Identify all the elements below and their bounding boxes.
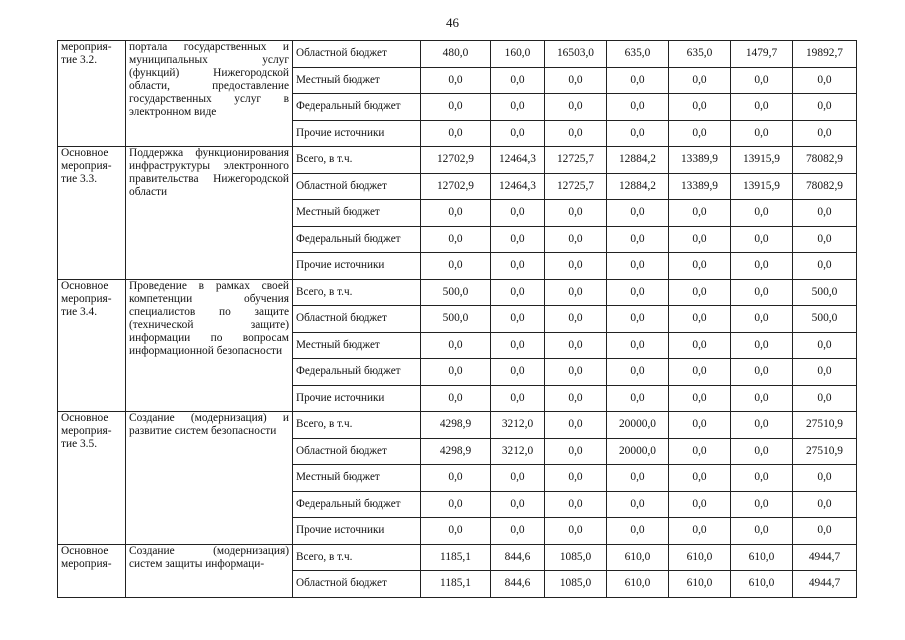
amount-cell: 844,6 — [491, 571, 545, 598]
amount-cell: 500,0 — [421, 279, 491, 306]
amount-cell: 0,0 — [491, 120, 545, 147]
amount-cell: 12884,2 — [607, 173, 669, 200]
table-row — [58, 412, 857, 439]
description-cell: Создание (модернизация) и развитие систем безопасности — [126, 412, 293, 545]
amount-cell: 13389,9 — [669, 173, 731, 200]
amount-cell: 0,0 — [793, 94, 857, 121]
amount-cell: 0,0 — [607, 491, 669, 518]
amount-cell: 0,0 — [607, 67, 669, 94]
amount-cell: 1185,1 — [421, 571, 491, 598]
event-cell: Основное мероприя-тие 3.5. — [58, 412, 126, 545]
funding-source-cell: Всего, в т.ч. — [293, 147, 421, 174]
funding-source-cell: Федеральный бюджет — [293, 491, 421, 518]
amount-cell: 13915,9 — [731, 173, 793, 200]
amount-cell: 0,0 — [545, 491, 607, 518]
event-cell: мероприя-тие 3.2. — [58, 41, 126, 147]
amount-cell: 0,0 — [731, 491, 793, 518]
table-row — [58, 41, 857, 68]
table-body — [58, 41, 857, 598]
amount-cell: 0,0 — [669, 359, 731, 386]
amount-cell: 160,0 — [491, 41, 545, 68]
amount-cell: 635,0 — [607, 41, 669, 68]
amount-cell: 4944,7 — [793, 571, 857, 598]
amount-cell: 0,0 — [731, 94, 793, 121]
amount-cell: 0,0 — [607, 120, 669, 147]
amount-cell: 4944,7 — [793, 544, 857, 571]
amount-cell: 0,0 — [421, 518, 491, 545]
amount-cell: 0,0 — [545, 226, 607, 253]
amount-cell: 0,0 — [793, 200, 857, 227]
amount-cell: 0,0 — [545, 306, 607, 333]
funding-source-cell: Федеральный бюджет — [293, 359, 421, 386]
amount-cell: 0,0 — [793, 359, 857, 386]
amount-cell: 0,0 — [731, 518, 793, 545]
amount-cell: 0,0 — [607, 465, 669, 492]
amount-cell: 0,0 — [731, 332, 793, 359]
funding-source-cell: Местный бюджет — [293, 200, 421, 227]
amount-cell: 0,0 — [793, 67, 857, 94]
amount-cell: 0,0 — [793, 465, 857, 492]
funding-source-cell: Прочие источники — [293, 120, 421, 147]
amount-cell: 0,0 — [731, 359, 793, 386]
funding-source-cell: Областной бюджет — [293, 438, 421, 465]
amount-cell: 0,0 — [793, 518, 857, 545]
amount-cell: 0,0 — [491, 465, 545, 492]
amount-cell: 0,0 — [545, 465, 607, 492]
amount-cell: 0,0 — [607, 253, 669, 280]
amount-cell: 0,0 — [607, 359, 669, 386]
table-row — [58, 544, 857, 571]
amount-cell: 12725,7 — [545, 173, 607, 200]
amount-cell: 0,0 — [793, 120, 857, 147]
amount-cell: 0,0 — [607, 226, 669, 253]
amount-cell: 0,0 — [669, 226, 731, 253]
event-cell: Основное мероприя-тие 3.4. — [58, 279, 126, 412]
amount-cell: 0,0 — [731, 200, 793, 227]
amount-cell: 0,0 — [731, 412, 793, 439]
amount-cell: 0,0 — [545, 518, 607, 545]
amount-cell: 0,0 — [491, 306, 545, 333]
amount-cell: 0,0 — [545, 67, 607, 94]
budget-table — [57, 40, 857, 598]
funding-source-cell: Прочие источники — [293, 253, 421, 280]
amount-cell: 0,0 — [607, 385, 669, 412]
amount-cell: 610,0 — [731, 571, 793, 598]
amount-cell: 12702,9 — [421, 147, 491, 174]
amount-cell: 0,0 — [491, 67, 545, 94]
amount-cell: 0,0 — [669, 253, 731, 280]
amount-cell: 0,0 — [669, 518, 731, 545]
amount-cell: 0,0 — [545, 120, 607, 147]
amount-cell: 1085,0 — [545, 571, 607, 598]
amount-cell: 13915,9 — [731, 147, 793, 174]
amount-cell: 3212,0 — [491, 412, 545, 439]
amount-cell: 0,0 — [491, 94, 545, 121]
page-number: 46 — [446, 15, 459, 30]
amount-cell: 0,0 — [545, 253, 607, 280]
amount-cell: 20000,0 — [607, 438, 669, 465]
amount-cell: 0,0 — [545, 412, 607, 439]
amount-cell: 13389,9 — [669, 147, 731, 174]
amount-cell: 0,0 — [491, 332, 545, 359]
amount-cell: 0,0 — [421, 200, 491, 227]
amount-cell: 0,0 — [491, 279, 545, 306]
amount-cell: 0,0 — [731, 306, 793, 333]
amount-cell: 0,0 — [669, 385, 731, 412]
funding-source-cell: Областной бюджет — [293, 173, 421, 200]
funding-source-cell: Областной бюджет — [293, 571, 421, 598]
amount-cell: 0,0 — [491, 226, 545, 253]
amount-cell: 0,0 — [731, 120, 793, 147]
amount-cell: 0,0 — [491, 253, 545, 280]
amount-cell: 0,0 — [421, 253, 491, 280]
funding-source-cell: Всего, в т.ч. — [293, 279, 421, 306]
amount-cell: 0,0 — [491, 359, 545, 386]
amount-cell: 78082,9 — [793, 147, 857, 174]
amount-cell: 0,0 — [669, 491, 731, 518]
amount-cell: 0,0 — [607, 279, 669, 306]
amount-cell: 0,0 — [607, 518, 669, 545]
amount-cell: 0,0 — [731, 279, 793, 306]
description-cell: портала государственных и муниципальных услуг (функций) Нижегородской области, предоставление государственных услуг в электронном виде — [126, 41, 293, 147]
amount-cell: 12884,2 — [607, 147, 669, 174]
amount-cell: 0,0 — [793, 332, 857, 359]
amount-cell: 27510,9 — [793, 438, 857, 465]
amount-cell: 12464,3 — [491, 147, 545, 174]
amount-cell: 1085,0 — [545, 544, 607, 571]
description-cell: Создание (модернизация) систем защиты информаци- — [126, 544, 293, 597]
amount-cell: 0,0 — [545, 94, 607, 121]
amount-cell: 12702,9 — [421, 173, 491, 200]
table-row — [58, 279, 857, 306]
amount-cell: 0,0 — [545, 359, 607, 386]
amount-cell: 0,0 — [545, 279, 607, 306]
amount-cell: 20000,0 — [607, 412, 669, 439]
amount-cell: 500,0 — [793, 279, 857, 306]
amount-cell: 0,0 — [731, 226, 793, 253]
funding-source-cell: Местный бюджет — [293, 465, 421, 492]
amount-cell: 0,0 — [545, 332, 607, 359]
amount-cell: 0,0 — [731, 465, 793, 492]
amount-cell: 0,0 — [545, 385, 607, 412]
amount-cell: 0,0 — [421, 332, 491, 359]
amount-cell: 0,0 — [607, 332, 669, 359]
description-cell: Поддержка функционирования инфраструктуры электронного правительства Нижегородской области — [126, 147, 293, 280]
amount-cell: 0,0 — [731, 438, 793, 465]
amount-cell: 4298,9 — [421, 412, 491, 439]
amount-cell: 0,0 — [421, 226, 491, 253]
amount-cell: 0,0 — [669, 94, 731, 121]
amount-cell: 0,0 — [731, 67, 793, 94]
amount-cell: 1479,7 — [731, 41, 793, 68]
amount-cell: 1185,1 — [421, 544, 491, 571]
amount-cell: 500,0 — [793, 306, 857, 333]
amount-cell: 0,0 — [491, 200, 545, 227]
amount-cell: 500,0 — [421, 306, 491, 333]
amount-cell: 610,0 — [607, 544, 669, 571]
amount-cell: 0,0 — [545, 438, 607, 465]
amount-cell: 0,0 — [669, 120, 731, 147]
funding-source-cell: Областной бюджет — [293, 41, 421, 68]
amount-cell: 0,0 — [491, 385, 545, 412]
funding-source-cell: Всего, в т.ч. — [293, 544, 421, 571]
event-cell: Основное мероприя-тие 3.3. — [58, 147, 126, 280]
amount-cell: 0,0 — [607, 306, 669, 333]
amount-cell: 0,0 — [607, 200, 669, 227]
amount-cell: 27510,9 — [793, 412, 857, 439]
amount-cell: 0,0 — [793, 385, 857, 412]
amount-cell: 19892,7 — [793, 41, 857, 68]
funding-source-cell: Федеральный бюджет — [293, 226, 421, 253]
event-cell: Основное мероприя- — [58, 544, 126, 597]
amount-cell: 12464,3 — [491, 173, 545, 200]
amount-cell: 0,0 — [731, 385, 793, 412]
amount-cell: 0,0 — [793, 491, 857, 518]
amount-cell: 844,6 — [491, 544, 545, 571]
amount-cell: 0,0 — [793, 226, 857, 253]
amount-cell: 0,0 — [669, 438, 731, 465]
funding-source-cell: Федеральный бюджет — [293, 94, 421, 121]
amount-cell: 610,0 — [669, 544, 731, 571]
amount-cell: 0,0 — [545, 200, 607, 227]
description-cell: Проведение в рамках своей компетенции обучения специалистов по защите (технической защите) информации по вопросам информационной безопасности — [126, 279, 293, 412]
amount-cell: 0,0 — [731, 253, 793, 280]
funding-source-cell: Местный бюджет — [293, 67, 421, 94]
amount-cell: 0,0 — [669, 67, 731, 94]
amount-cell: 0,0 — [421, 465, 491, 492]
amount-cell: 610,0 — [731, 544, 793, 571]
amount-cell: 0,0 — [669, 306, 731, 333]
amount-cell: 0,0 — [421, 385, 491, 412]
amount-cell: 0,0 — [669, 332, 731, 359]
amount-cell: 0,0 — [421, 120, 491, 147]
amount-cell: 0,0 — [607, 94, 669, 121]
amount-cell: 16503,0 — [545, 41, 607, 68]
amount-cell: 0,0 — [669, 412, 731, 439]
table-row — [58, 147, 857, 174]
amount-cell: 635,0 — [669, 41, 731, 68]
amount-cell: 78082,9 — [793, 173, 857, 200]
amount-cell: 0,0 — [491, 518, 545, 545]
amount-cell: 4298,9 — [421, 438, 491, 465]
amount-cell: 480,0 — [421, 41, 491, 68]
amount-cell: 0,0 — [421, 491, 491, 518]
funding-source-cell: Прочие источники — [293, 385, 421, 412]
amount-cell: 0,0 — [793, 253, 857, 280]
amount-cell: 0,0 — [669, 279, 731, 306]
amount-cell: 610,0 — [607, 571, 669, 598]
funding-source-cell: Прочие источники — [293, 518, 421, 545]
funding-source-cell: Областной бюджет — [293, 306, 421, 333]
funding-source-cell: Всего, в т.ч. — [293, 412, 421, 439]
funding-source-cell: Местный бюджет — [293, 332, 421, 359]
amount-cell: 0,0 — [491, 491, 545, 518]
amount-cell: 0,0 — [669, 200, 731, 227]
amount-cell: 610,0 — [669, 571, 731, 598]
amount-cell: 0,0 — [421, 359, 491, 386]
amount-cell: 0,0 — [421, 67, 491, 94]
amount-cell: 3212,0 — [491, 438, 545, 465]
amount-cell: 12725,7 — [545, 147, 607, 174]
amount-cell: 0,0 — [421, 94, 491, 121]
amount-cell: 0,0 — [669, 465, 731, 492]
